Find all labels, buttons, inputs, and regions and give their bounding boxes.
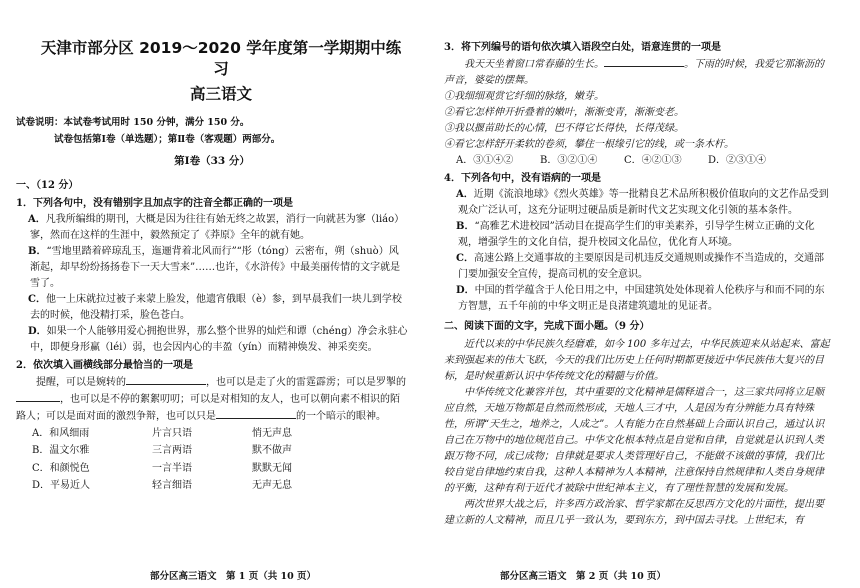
answer-blank-4 xyxy=(604,56,684,67)
q4-option-a: A．近期《流浪地球》《烈火英雄》等一批精良艺术品所积极价值取向的文艺作品受到观众广泛认可，这充分证明过硬品质是新时代文艺实现文化引领的基本条件。 xyxy=(456,189,829,216)
q3-item-1: ①我细细观赏它纤细的脉络，嫩芽。 xyxy=(444,91,604,102)
q3-choices: A．③①④② B．③②①④ C．④②①③ D．②③①④ xyxy=(456,155,767,166)
exam-subtitle: 高三语文 xyxy=(189,84,252,103)
answer-blank-2 xyxy=(16,391,60,402)
page-footer-1: 部分区高三语文 第 1 页（共 10 页） xyxy=(150,570,317,582)
right-page xyxy=(430,0,860,588)
question-1: 1．下列各句中，没有错别字且加点字的注音全都正确的一项是 xyxy=(16,197,293,209)
q4-option-b: B．“高雅艺术进校园”活动目在提高学生们的审美素养，引导学生树立正确的文化观，增强学生的文化自信，提升校园文化品位，优化育人环境。 xyxy=(456,221,815,248)
exam-instructions: 试卷说明：本试卷考试用时 150 分钟，满分 150 分。 xyxy=(16,116,250,128)
q1-option-c: C．他一上床就拉过被子来蒙上脸发，他遗宵俄眼（è）参，到早晨我们一块儿到学校去的时候，他没精打采，脸色苍白。 xyxy=(28,293,402,321)
section-heading: 一、（12 分） xyxy=(16,179,79,191)
question-2: 2．依次填入画横线部分最恰当的一项是 xyxy=(16,359,193,371)
page-footer-2: 部分区高三语文 第 2 页（共 10 页） xyxy=(500,570,667,582)
q3-item-3: ③我以揠苗助长的心情，巴不得它长得快，长得茂绿。 xyxy=(444,123,684,134)
q2-choice-b: B．温文尔雅 三言两语 默不做声 xyxy=(32,445,292,457)
answer-blank-1 xyxy=(126,374,206,385)
reading-paragraph-2: 中华传统文化兼容并包，其中重要的文化精神是儒释道合一，这三家共同将立足顺应自然，天地万物都是自然而然形成，天地人三才中，人是因为有分辨能力具有特殊性，所谓“天生之，地养之，人成之”。人有能力在自然基础上合面认识自己，通过认识自己在万物中的地位规范自己。中华文化根本特点是自觉和自律，自觉就是认识到人类跟万物不同，成已成物；自律就是要求人类管理好自己，不能做不该做的事情，我们比较自觉自律地约束自我，这种人本精神为人本精神，注意保持自然规律和人类自身规律的平衡，这种有利于近代才被除中世纪神本主义，有了理性智慧的发展和发展。 xyxy=(444,387,825,494)
q3-passage: 我天天坐着窗口常春藤的生长。 。下雨的时候，我爱它那渐沥的声音，婆娑的摆舞。 xyxy=(444,56,830,89)
q2-choice-c: C．和颜悦色 一言半语 默默无闻 xyxy=(32,462,292,474)
reading-paragraph-3: 两次世界大战之后，许多西方政治家、哲学家都在反思西方文化的片面性，提出要建立新的人文精神，而且几乎一致认为，要到东方，到中国去寻找。上世纪末，有 xyxy=(444,499,824,526)
question-4: 4．下列各句中，没有语病的一项是 xyxy=(444,173,601,184)
q2-choice-d: D．平易近人 轻言细语 无声无息 xyxy=(32,480,292,492)
q2-choice-a: A．和风细雨 片言只语 悄无声息 xyxy=(32,427,292,439)
q1-option-b: B．“雪地里踏着碎琼乱玉，迤逦背着北风而行”“彤（tóng）云密布，朔（shuò）风渐起，却早纷纷扬扬卷下一天大雪来”……也许，《水浒传》中最美丽传情的文字就是雪了。 xyxy=(28,245,401,289)
exam-title: 天津市部分区 2019～2020 学年度第一学期期中练习 xyxy=(40,39,402,78)
q3-item-2: ②看它怎样伸开折叠着的嫩叶，渐渐变青，渐渐变老。 xyxy=(444,107,684,118)
volume-heading: 第Ⅰ卷（33 分） xyxy=(174,155,250,168)
q2-passage: 提醒，可以是婉转的 ，也可以是走了火的雷霆霹雳；可以是罗掣的，也可以是不停的絮絮叨叨；可以是对相知的友人，也可以朝向素不相识的陌路人；可以是面对面的激烈争辩，也可以只是 的一个暗示的眼神。 xyxy=(16,374,408,425)
answer-blank-3 xyxy=(216,408,296,419)
q4-option-c: C．高速公路上交通事故的主要原因是司机违反交通规则或操作不当造成的，交通部门要加强安全宣传，提高司机的安全意识。 xyxy=(456,253,824,280)
q1-option-a: A．凡我所编缉的期刊，大概是因为往往有始无终之故罢，消行一向就甚为寥（liáo）寥，然而在这样的生涯中，毅然预定了《莽原》全年的就有她。 xyxy=(28,213,405,241)
section-2-heading: 二、阅读下面的文字，完成下面小题。（9 分） xyxy=(444,321,650,332)
question-3: 3．将下列编号的语句依次填入语段空白处，语意连贯的一项是 xyxy=(444,42,721,53)
exam-structure: 试卷包括第Ⅰ卷（单选题）；第Ⅱ卷（客观题）两部分。 xyxy=(54,133,281,145)
q1-option-d: D．如果一个人能够用爱心拥抱世界，那么整个世界的灿烂和谭（chéng）净会永驻心中，即便身形赢（léi）弱，也会因内心的丰盈（yín）而精神焕发、神采奕奕。 xyxy=(28,325,408,353)
reading-paragraph-1: 近代以来的中华民族久经磨难，如今 100 多年过去，中华民族迎来从站起来、富起来到强起来的伟大飞跃，今天的我们比历史上任何时期都更接近中华民族伟大复兴的目标，是时候重新认识中华传统文化的精髓与价值。 xyxy=(444,339,830,382)
q3-item-4: ④看它怎样舒开柔软的卷须，攀住一根缘引它的线，或一条木杆。 xyxy=(444,139,734,150)
q4-option-d: D．中国的哲学蕴含于人伦日用之中，中国建筑处处体现着人伦秩序与和而不同的东方智慧，五千年前的中华文明正是良渚建筑遗址的见证者。 xyxy=(456,285,825,312)
